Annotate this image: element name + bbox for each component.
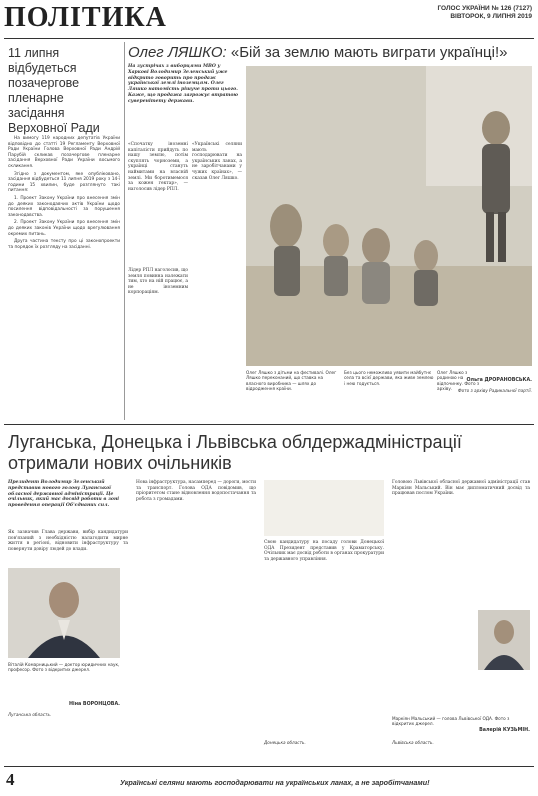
issue-number: ГОЛОС УКРАЇНИ № 126 (7127) [437, 5, 532, 12]
portrait-photo [478, 610, 530, 670]
footer-slogan: Українські селяни мають господарювати на українських ланах, а не заробітчанами! [120, 778, 430, 787]
article2-column: Нова інфраструктура, насамперед — дороги, мости та транспорт. Голова ОДА повідомив, що пріоритетом стане відновлення водопостачання та робота з громадами. [136, 480, 256, 502]
portrait-illustration [478, 610, 530, 670]
masthead [437, 5, 532, 21]
article1-column: «Спочатку іноземні капіталісти прийдуть по нашу землю, потім скуплять чорноземи, а українці стануть наймитами на власній землі. Ми боротимемося за кожен гектар», — наголосив лідер РПЛ. [128, 142, 188, 192]
article1-author: Олег ЛЯШКО: [128, 44, 227, 61]
portrait-illustration [8, 568, 120, 658]
sidebar-article [8, 136, 120, 252]
portrait-photo [264, 480, 384, 536]
article2-headline: Луганська, Донецька і Львівська облдержадміністрації отримали нових очільників [8, 432, 462, 473]
article2-caption: Маркіян Мальський — голова Львівської ОДА. Фото з відкритих джерел. [392, 716, 510, 727]
article1-column: «Українські селяни мають господарювати на українських ланах, а не заробітчанами у чужих країнах», — сказав Олег Ляшко. [192, 142, 242, 181]
portrait-illustration [264, 480, 384, 536]
article2-byline: Валерій КУЗЬМІН. [479, 728, 530, 733]
article2-lead: Президент Володимир Зеленський представив нового голову Луганської обласної державної адміністрації. Це очільник, який має досвід роботи в зоні проведення операції Об'єднаних сил. [8, 480, 120, 509]
article1-caption: Олег Ляшко з родиною на відпочинку. Фото з архіву. [437, 370, 480, 392]
footer-rule [4, 766, 534, 767]
sidebar-paragraph: 1. Проект Закону України про внесення змін до деяких законодавчих актів України щодо посилення відповідальності за порушення законодавства. [8, 195, 120, 218]
article1-column: Лідер РПЛ наголосив, що земля повинна належати тим, хто на ній працює, а не іноземним корпораціям. [128, 268, 188, 296]
article1-headline [128, 44, 533, 61]
article2-region: Львівська область. [392, 740, 434, 745]
sidebar-headline: 11 липня відбудеться позачергове пленарне засідання Верховної Ради [8, 46, 100, 135]
article2-column: Як зазначив Глава держави, вибір кандидатури пов'язаний з необхідністю налагодити мирне життя в регіоні, відновити інфраструктуру та повернути довіру людей до влади. [8, 530, 128, 552]
section-rule [4, 424, 534, 425]
article2-column: Свою кандидатуру на посаду голови Донецької ОДА Президент представив у Краматорську. Очільник має досвід роботи в органах прокуратури та державного управління. [264, 540, 384, 562]
portrait-photo [8, 568, 120, 658]
sidebar-paragraph: 2. Проект Закону України про внесення змін до деяких законів України щодо врегулювання окремих питань. [8, 220, 120, 237]
section-title: ПОЛІТИКА [4, 2, 167, 33]
sidebar-paragraph: На вимогу 119 народних депутатів України відповідно до статті 19 Регламенту Верховної Ради України Голова Верховної Ради Андрій Парубій скликав позачергове пленарне засідання Верховної Ради України восьмого скликання. [8, 136, 120, 169]
sidebar-paragraph: Друга частина тексту про ці законопроекти та порядок їх розгляду на засіданні. [8, 239, 120, 250]
article1-lead: На зустрічах з виборцями МВО у Харкові Володимир Зеленський уже відкрито говорить про продаж української землі іноземцям. Олег Ляшко натомість рішуче проти цього. Каже, що продажа загрожує втратою суверенітету держави. [128, 64, 239, 104]
column-divider [124, 42, 125, 420]
article1-title: «Бій за землю мають виграти українці!» [230, 44, 508, 61]
article2-region: Донецька область. [264, 740, 306, 745]
sidebar-paragraph: Згідно з документом, яке опубліковано, засідання відбудеться 11 липня 2019 року з 14-ї години 15 хвилин, буде розглянуто такі питання: [8, 171, 120, 194]
issue-date: ВІВТОРОК, 9 ЛИПНЯ 2019 [450, 13, 532, 20]
header-rule [4, 38, 534, 39]
article1-byline: Ольга ДРОРАНОВСЬКА. [466, 378, 532, 383]
photo-illustration [246, 66, 532, 366]
article1-photo [246, 66, 532, 366]
article2-column: Головою Львівської обласної державної адміністрації став Маркіян Мальський. Він має дипломатичний досвід та працював послом України. [392, 480, 530, 497]
photo-credit: Фото з архіву Радикальної партії. [457, 388, 532, 393]
article2-caption: Віталій Комарницький — доктор юридичних наук, професор. Фото з відкритих джерел. [8, 662, 120, 673]
article2-region: Луганська область. [8, 712, 52, 717]
article1-caption: Олег Ляшко з дітьми на фестивалі. Олег Ляшко переконаний, що ставка на власного виробника — шлях до відродження країни. [246, 370, 337, 392]
article1-caption: Без цього неможливо уявити майбутнє села та всієї держави, яка живе землею і нею годується. [344, 370, 434, 386]
article2-byline: Ніна ВОРОНЦОВА. [69, 702, 120, 707]
page-number: 4 [6, 770, 15, 789]
